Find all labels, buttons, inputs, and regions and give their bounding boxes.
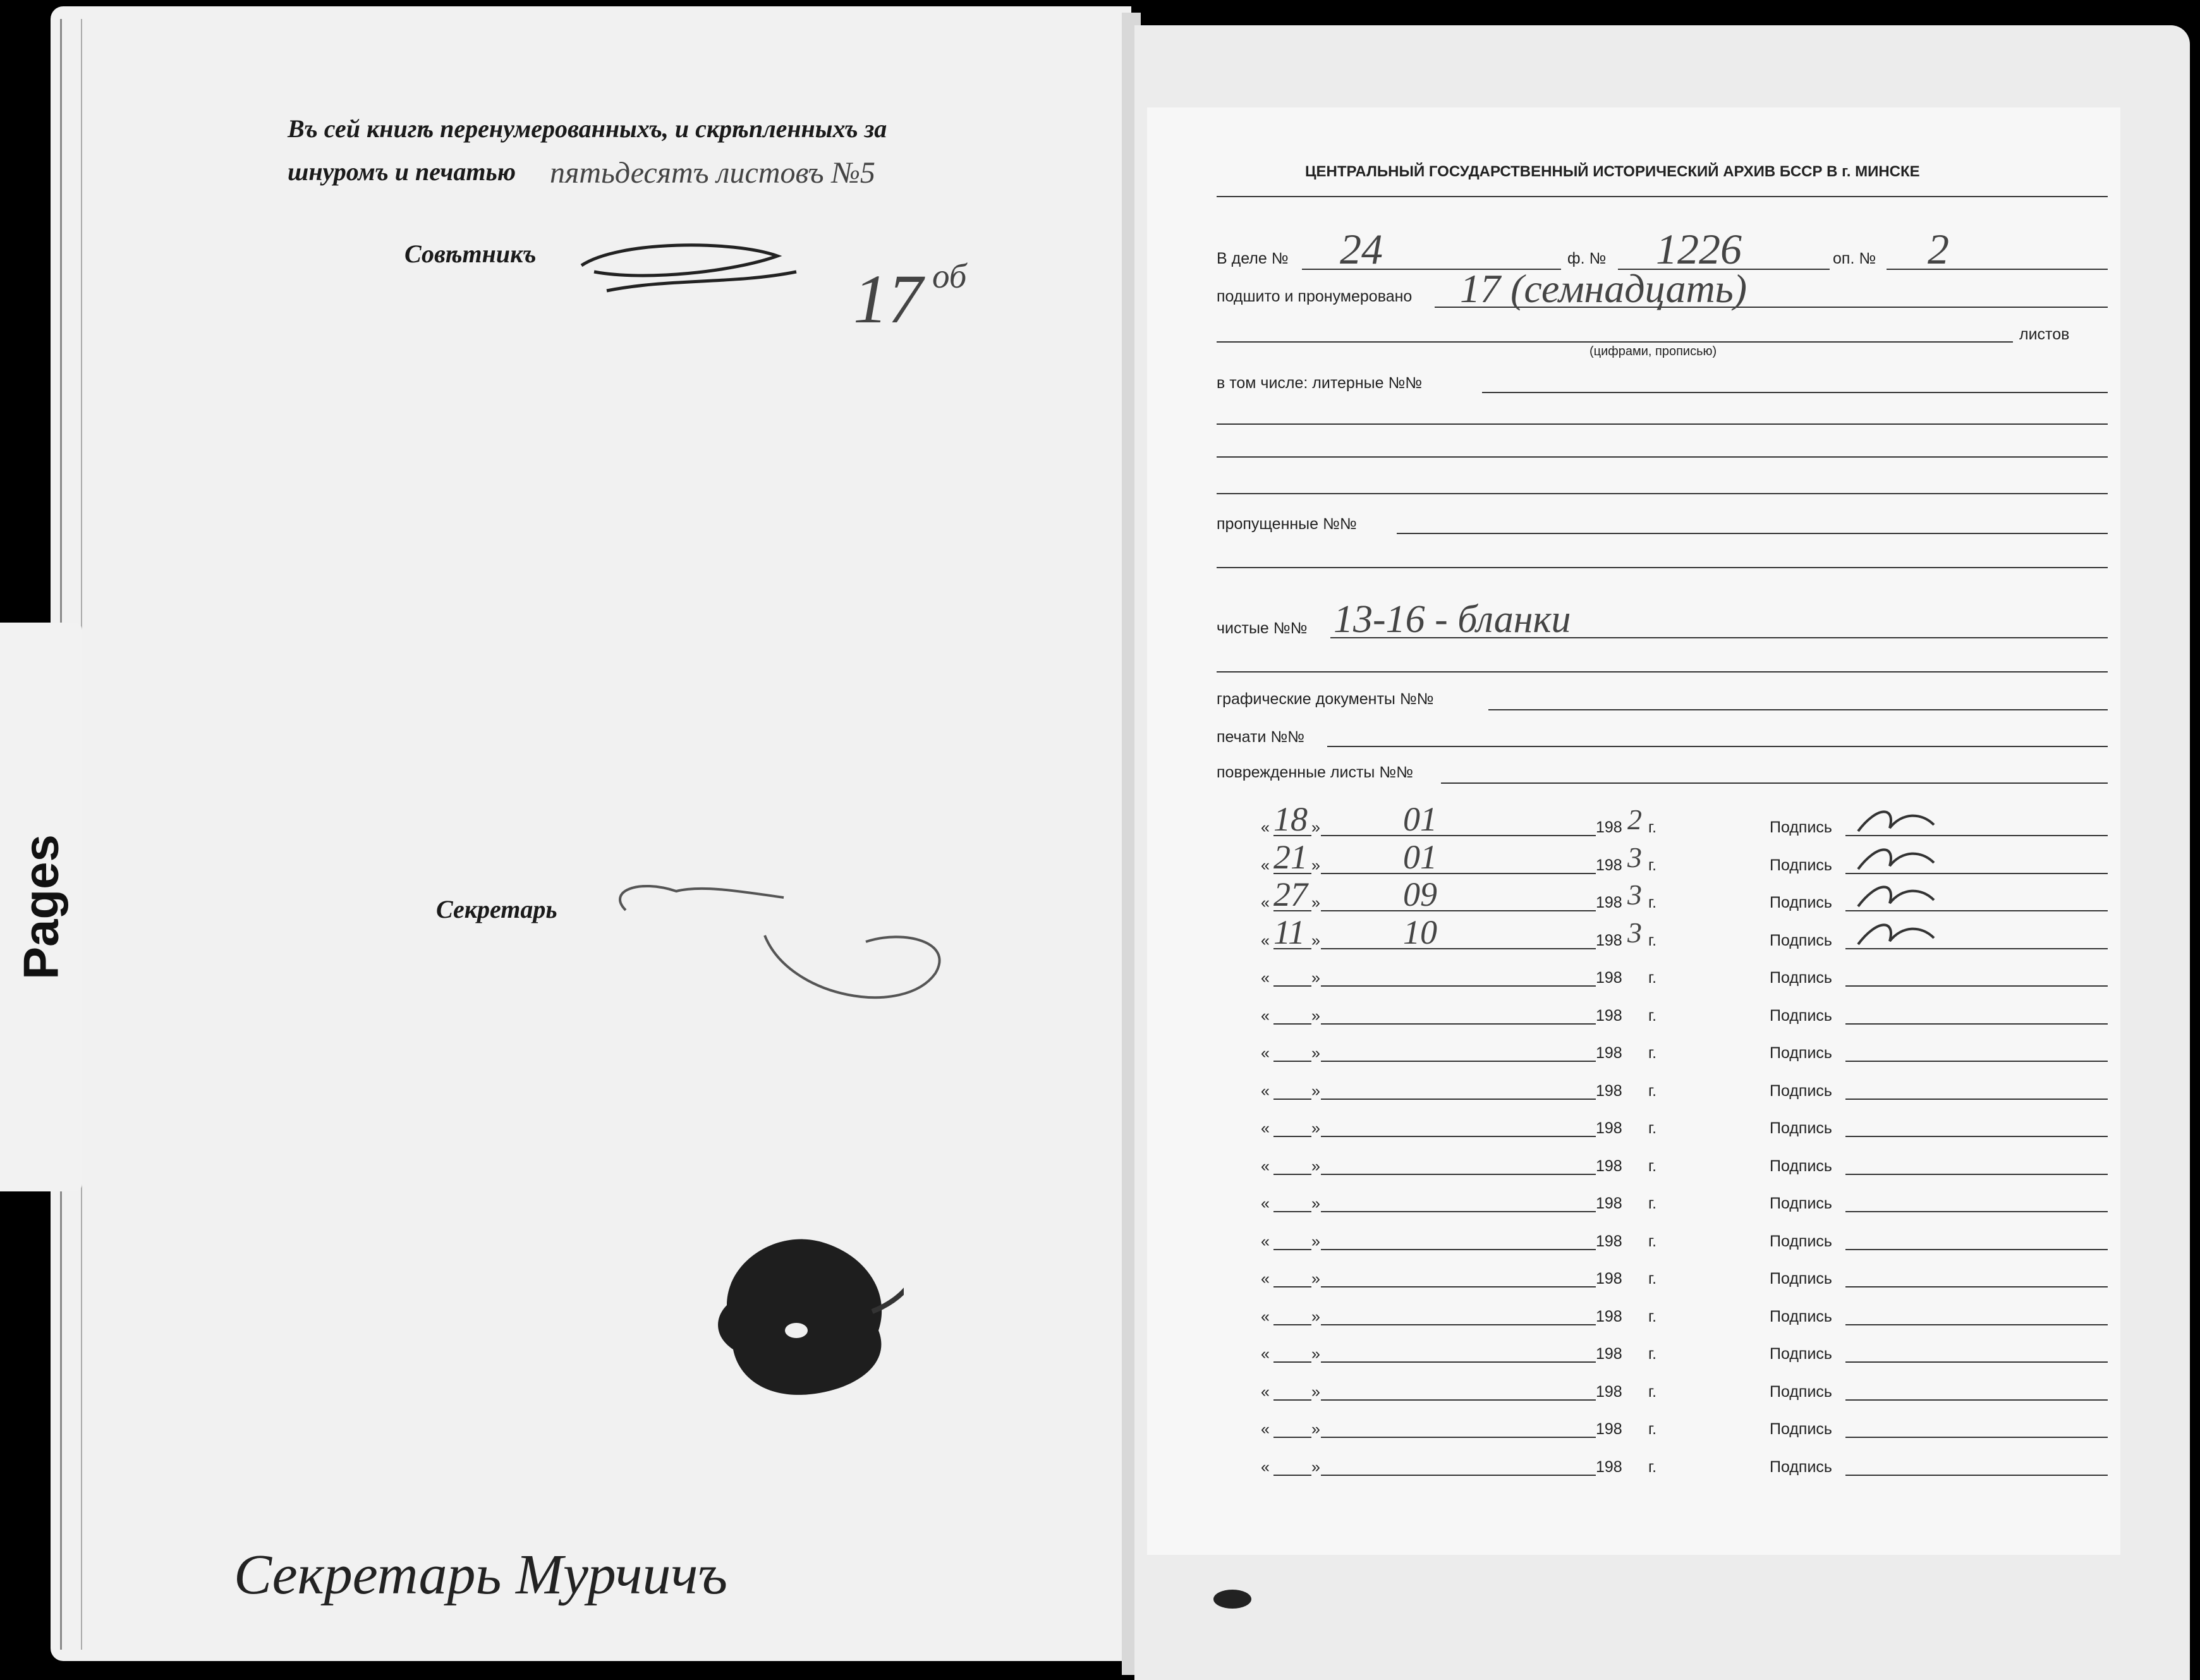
date-close-quote: »	[1311, 894, 1320, 911]
date-close-quote: »	[1311, 1082, 1320, 1100]
sign-line	[1845, 985, 2108, 987]
year-suffix: г.	[1648, 1082, 1657, 1100]
missing-line	[1397, 533, 2108, 534]
date-open-quote: «	[1261, 1007, 1270, 1025]
day-line	[1273, 1174, 1311, 1175]
sign-label: Подпись	[1770, 819, 1832, 836]
month-line	[1321, 1437, 1596, 1438]
bound-label: подшито и пронумеровано	[1217, 288, 1413, 305]
date-open-quote: «	[1261, 856, 1270, 874]
date-open-quote: «	[1261, 1345, 1270, 1363]
date-open-quote: «	[1261, 1383, 1270, 1401]
sign-line	[1845, 1286, 2108, 1287]
date-open-quote: «	[1261, 1157, 1270, 1175]
date-close-quote: »	[1311, 1233, 1320, 1250]
date-open-quote: «	[1261, 932, 1270, 949]
damaged-label: поврежденные листы №№	[1217, 764, 1413, 781]
sign-line	[1845, 1136, 2108, 1137]
sign-label: Подпись	[1770, 1157, 1832, 1175]
year-prefix: 198	[1596, 1458, 1622, 1476]
opis-label: оп. №	[1833, 250, 1876, 267]
digits-hint: (цифрами, прописью)	[1589, 344, 1717, 358]
month-line	[1321, 1361, 1596, 1363]
date-open-quote: «	[1261, 1308, 1270, 1325]
seals-line	[1327, 746, 2108, 747]
date-close-quote: »	[1311, 932, 1320, 949]
day-line	[1273, 1399, 1311, 1401]
date-open-quote: «	[1261, 894, 1270, 911]
year-prefix: 198	[1596, 1420, 1622, 1438]
year-suffix: г.	[1648, 894, 1657, 911]
date-close-quote: »	[1311, 1195, 1320, 1212]
month-line	[1321, 1399, 1596, 1401]
year-prefix: 198	[1596, 856, 1622, 874]
month-line	[1321, 1286, 1596, 1287]
day-line	[1273, 1061, 1311, 1062]
row-signature-icon	[1852, 913, 1953, 957]
sign-label: Подпись	[1770, 969, 1832, 987]
row-year-hand: 3	[1627, 916, 1642, 949]
month-line	[1321, 1324, 1596, 1325]
year-prefix: 198	[1596, 894, 1622, 911]
literal-line	[1482, 392, 2108, 393]
sign-line	[1845, 1249, 2108, 1250]
form-header: ЦЕНТРАЛЬНЫЙ ГОСУДАРСТВЕННЫЙ ИСТОРИЧЕСКИЙ АРХИВ БССР В г. МИНСКЕ	[1299, 163, 1926, 181]
sign-label: Подпись	[1770, 1308, 1832, 1325]
sign-label: Подпись	[1770, 1233, 1832, 1250]
graphic-label: графические документы №№	[1217, 690, 1434, 708]
sign-line	[1845, 1399, 2108, 1401]
row-day: 21	[1273, 838, 1308, 876]
day-line	[1273, 1286, 1311, 1287]
row-day: 27	[1273, 875, 1308, 913]
sign-label: Подпись	[1770, 1082, 1832, 1100]
row-year-hand: 3	[1627, 879, 1642, 911]
left-hand-sheet: об	[932, 257, 967, 295]
missing-line-2	[1217, 567, 2108, 568]
sign-line	[1845, 1437, 2108, 1438]
case-label: В деле №	[1217, 250, 1289, 267]
date-open-quote: «	[1261, 1119, 1270, 1137]
day-line	[1273, 985, 1311, 987]
year-prefix: 198	[1596, 1082, 1622, 1100]
sign-label: Подпись	[1770, 1270, 1832, 1287]
month-line	[1321, 1249, 1596, 1250]
year-prefix: 198	[1596, 1270, 1622, 1287]
sign-label: Подпись	[1770, 1119, 1832, 1137]
year-prefix: 198	[1596, 1007, 1622, 1025]
year-suffix: г.	[1648, 1195, 1657, 1212]
sign-label: Подпись	[1770, 1195, 1832, 1212]
year-suffix: г.	[1648, 1420, 1657, 1438]
sign-label: Подпись	[1770, 1044, 1832, 1062]
month-line	[1321, 910, 1596, 911]
year-prefix: 198	[1596, 1233, 1622, 1250]
month-line	[1321, 1174, 1596, 1175]
row-month: 01	[1403, 838, 1437, 876]
year-suffix: г.	[1648, 1044, 1657, 1062]
secretary-label: Секретарь	[436, 895, 557, 923]
date-open-quote: «	[1261, 1233, 1270, 1250]
left-hand-number: 17	[853, 260, 923, 338]
row-day: 11	[1273, 913, 1305, 951]
date-close-quote: »	[1311, 1157, 1320, 1175]
month-line	[1321, 1136, 1596, 1137]
sign-label: Подпись	[1770, 1007, 1832, 1025]
year-prefix: 198	[1596, 932, 1622, 949]
day-line	[1273, 1361, 1311, 1363]
date-close-quote: »	[1311, 819, 1320, 836]
month-line	[1321, 985, 1596, 987]
sign-line	[1845, 1324, 2108, 1325]
left-handwritten-count: пятьдесятъ листовъ №5	[550, 156, 875, 190]
date-open-quote: «	[1261, 1420, 1270, 1438]
date-close-quote: »	[1311, 1383, 1320, 1401]
bottom-signature: Секретарь Мурчичъ	[234, 1543, 728, 1606]
row-year-hand: 2	[1627, 803, 1642, 836]
pages-tab[interactable]	[0, 623, 82, 1191]
seals-label: печати №№	[1217, 728, 1304, 746]
sheets-label: листов	[2019, 326, 2070, 343]
year-suffix: г.	[1648, 856, 1657, 874]
year-prefix: 198	[1596, 1345, 1622, 1363]
date-close-quote: »	[1311, 1007, 1320, 1025]
day-line	[1273, 1211, 1311, 1212]
year-suffix: г.	[1648, 1270, 1657, 1287]
date-close-quote: »	[1311, 1420, 1320, 1438]
date-open-quote: «	[1261, 1195, 1270, 1212]
year-suffix: г.	[1648, 1007, 1657, 1025]
damaged-line	[1441, 782, 2108, 784]
year-suffix: г.	[1648, 1383, 1657, 1401]
month-line	[1321, 1023, 1596, 1025]
month-line	[1321, 1211, 1596, 1212]
date-open-quote: «	[1261, 969, 1270, 987]
month-line	[1321, 948, 1596, 949]
pages-tab-label: Pages	[13, 834, 69, 980]
opis-value: 2	[1928, 225, 1949, 273]
date-close-quote: »	[1311, 1308, 1320, 1325]
left-header-line1: Въ сей книгѣ перенумерованныхъ, и скрѣпленныхъ за	[288, 114, 887, 143]
year-suffix: г.	[1648, 1308, 1657, 1325]
sign-line	[1845, 1099, 2108, 1100]
date-close-quote: »	[1311, 1270, 1320, 1287]
year-suffix: г.	[1648, 1233, 1657, 1250]
year-prefix: 198	[1596, 1195, 1622, 1212]
ink-blot	[1213, 1590, 1251, 1609]
date-open-quote: «	[1261, 1458, 1270, 1476]
month-line	[1321, 873, 1596, 874]
blank-label: чистые №№	[1217, 619, 1308, 637]
month-line	[1321, 1475, 1596, 1476]
missing-label: пропущенные №№	[1217, 515, 1357, 533]
literal-label: в том числе: литерные №№	[1217, 374, 1423, 392]
counselor-signature-icon	[569, 228, 822, 303]
date-close-quote: »	[1311, 1345, 1320, 1363]
wax-seal-icon	[702, 1223, 904, 1406]
date-open-quote: «	[1261, 1082, 1270, 1100]
row-day: 18	[1273, 800, 1308, 838]
sign-line	[1845, 1211, 2108, 1212]
day-line	[1273, 1475, 1311, 1476]
year-prefix: 198	[1596, 1157, 1622, 1175]
fond-label: ф. №	[1567, 250, 1607, 267]
graphic-line	[1488, 709, 2108, 710]
row-month: 10	[1403, 913, 1437, 951]
month-line	[1321, 1099, 1596, 1100]
year-suffix: г.	[1648, 819, 1657, 836]
date-close-quote: »	[1311, 856, 1320, 874]
year-prefix: 198	[1596, 819, 1622, 836]
fond-value: 1226	[1656, 225, 1742, 273]
literal-line-3	[1217, 456, 2108, 458]
year-prefix: 198	[1596, 1383, 1622, 1401]
year-prefix: 198	[1596, 969, 1622, 987]
date-close-quote: »	[1311, 1044, 1320, 1062]
day-line	[1273, 1099, 1311, 1100]
sign-label: Подпись	[1770, 1458, 1832, 1476]
year-suffix: г.	[1648, 1157, 1657, 1175]
day-line	[1273, 1324, 1311, 1325]
sign-line	[1845, 1023, 2108, 1025]
year-prefix: 198	[1596, 1308, 1622, 1325]
date-close-quote: »	[1311, 1458, 1320, 1476]
sign-label: Подпись	[1770, 1345, 1832, 1363]
header-rule	[1217, 196, 2108, 197]
blank-value: 13-16 - бланки	[1334, 598, 1571, 641]
year-suffix: г.	[1648, 932, 1657, 949]
literal-line-4	[1217, 493, 2108, 494]
row-month: 09	[1403, 875, 1437, 913]
sign-label: Подпись	[1770, 856, 1832, 874]
year-prefix: 198	[1596, 1119, 1622, 1137]
bound-line-2	[1217, 341, 2013, 343]
sign-label: Подпись	[1770, 894, 1832, 911]
opis-line	[1887, 269, 2108, 270]
month-line	[1321, 835, 1596, 836]
day-line	[1273, 1136, 1311, 1137]
month-line	[1321, 1061, 1596, 1062]
year-suffix: г.	[1648, 1345, 1657, 1363]
date-close-quote: »	[1311, 1119, 1320, 1137]
date-open-quote: «	[1261, 1270, 1270, 1287]
day-line	[1273, 1437, 1311, 1438]
date-open-quote: «	[1261, 819, 1270, 836]
blank-line-2	[1217, 671, 2108, 673]
sign-label: Подпись	[1770, 1420, 1832, 1438]
row-year-hand: 3	[1627, 841, 1642, 873]
sign-line	[1845, 1061, 2108, 1062]
sign-label: Подпись	[1770, 1383, 1832, 1401]
day-line	[1273, 1249, 1311, 1250]
date-close-quote: »	[1311, 969, 1320, 987]
case-value: 24	[1340, 225, 1383, 273]
date-open-quote: «	[1261, 1044, 1270, 1062]
year-suffix: г.	[1648, 1119, 1657, 1137]
sign-line	[1845, 1475, 2108, 1476]
sign-line	[1845, 1361, 2108, 1363]
literal-line-2	[1217, 423, 2108, 425]
sign-line	[1845, 1174, 2108, 1175]
year-suffix: г.	[1648, 1458, 1657, 1476]
year-suffix: г.	[1648, 969, 1657, 987]
left-header-line2: шнуромъ и печатью	[288, 157, 516, 186]
bound-value: 17 (семнадцать)	[1460, 266, 1747, 311]
day-line	[1273, 1023, 1311, 1025]
year-prefix: 198	[1596, 1044, 1622, 1062]
secretary-signature-icon	[600, 872, 954, 1018]
counselor-label: Совѣтникъ	[404, 240, 537, 268]
row-month: 01	[1403, 800, 1437, 838]
sign-label: Подпись	[1770, 932, 1832, 949]
